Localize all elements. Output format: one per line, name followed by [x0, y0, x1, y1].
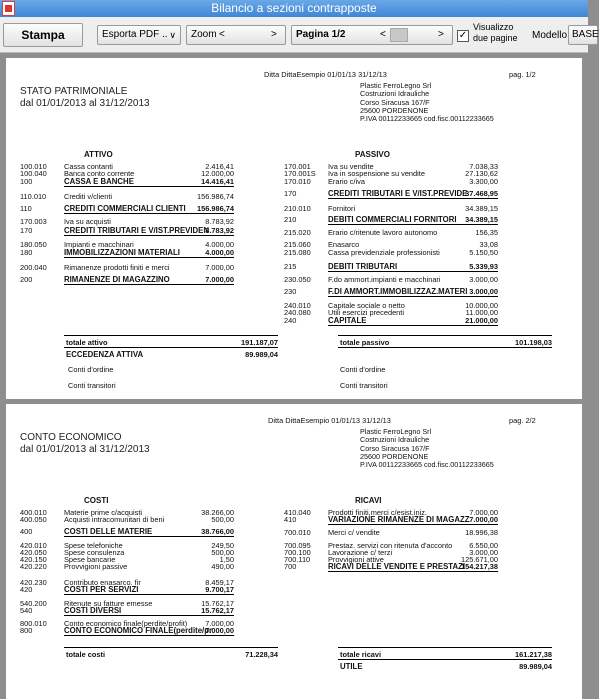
account-code: 210.010	[284, 204, 311, 213]
account-description: DEBITI TRIBUTARI	[328, 262, 398, 271]
account-amount: 38.266,00	[201, 508, 234, 517]
account-description: Iva su acquisti	[64, 217, 111, 226]
account-code: 420.220	[20, 562, 47, 571]
attivo-heading: ATTIVO	[84, 150, 113, 159]
account-amount: 5.339,93	[469, 262, 498, 271]
report-period: dal 01/01/2013 al 31/12/2013	[20, 444, 150, 455]
ledger-row	[284, 515, 498, 524]
ricavi-heading: RICAVI	[355, 496, 382, 505]
account-amount: 21.000,00	[465, 316, 498, 325]
account-code: 180	[20, 248, 33, 257]
ledger-row	[284, 528, 498, 537]
print-button[interactable]: Stampa	[3, 23, 83, 47]
account-amount: 8.783,92	[205, 217, 234, 226]
ledger-row	[20, 585, 234, 594]
account-code: 100.040	[20, 169, 47, 178]
company-line: 25600 PORDENONE	[360, 451, 429, 461]
passivo-heading: PASSIVO	[355, 150, 390, 159]
account-amount: 3.300,00	[469, 177, 498, 186]
company-line: Costruzioni Idrauliche	[360, 435, 430, 445]
ledger-row	[284, 204, 498, 213]
account-amount: 8.459,17	[205, 578, 234, 587]
account-description: Cassa contanti	[64, 162, 113, 171]
subtotal-underline	[328, 325, 498, 326]
export-label: Esporta PDF ..	[102, 29, 168, 40]
account-description: Spese telefoniche	[64, 541, 123, 550]
ledger-row	[284, 177, 498, 186]
account-code: 540	[20, 606, 33, 615]
account-code: 215.020	[284, 228, 311, 237]
account-code: 180.050	[20, 240, 47, 249]
account-amount: 7.038,33	[469, 162, 498, 171]
ledger-row	[20, 192, 234, 201]
prev-page-icon[interactable]: <	[380, 29, 386, 40]
totale-attivo-label: totale attivo	[66, 338, 108, 347]
ledger-row	[20, 626, 234, 635]
zoom-label: Zoom	[191, 29, 217, 40]
subtotal-underline	[64, 213, 234, 214]
account-code: 700.100	[284, 548, 311, 557]
page-scroll-thumb[interactable]	[390, 28, 408, 42]
account-code: 700.110	[284, 555, 311, 564]
report-period: dal 01/01/2013 al 31/12/2013	[20, 98, 150, 109]
ledger-row	[284, 562, 498, 571]
subtotal-underline	[328, 524, 498, 525]
account-code: 420.150	[20, 555, 47, 564]
account-code: 215.080	[284, 248, 311, 257]
account-description: Crediti v/clienti	[64, 192, 113, 201]
account-amount: 14.416,41	[201, 177, 234, 186]
account-description: CREDITI TRIBUTARI E V/IST.PREVIDE	[328, 189, 468, 198]
account-description: Capitale sociale o netto	[328, 301, 405, 310]
subtotal-underline	[328, 271, 498, 272]
account-code: 110.010	[20, 192, 47, 201]
ledger-row	[20, 204, 234, 213]
account-description: IMMOBILIZZAZIONI MATERIALI	[64, 248, 180, 257]
account-code: 400	[20, 527, 33, 536]
report-title: STATO PATRIMONIALE	[20, 86, 128, 97]
account-description: Erario c/iva	[328, 177, 365, 186]
company-line: Corso Siracusa 167/F	[360, 443, 430, 453]
ditta-header: Ditta DittaEsempio 01/01/13 31/12/13	[264, 70, 387, 79]
account-description: COSTI PER SERVIZI	[64, 585, 139, 594]
account-amount: 154.217,38	[461, 562, 498, 571]
company-line: Plastic FerroLegno Srl	[360, 81, 432, 90]
account-description: Iva in sospensione su vendite	[328, 169, 425, 178]
ledger-row	[284, 316, 498, 325]
title-bar	[0, 0, 588, 17]
export-dropdown[interactable]	[97, 25, 181, 45]
conti-ordine-right: Conti d'ordine	[340, 365, 386, 374]
account-code: 170.001	[284, 162, 311, 171]
account-description: Provvigioni attive	[328, 555, 384, 564]
chevron-down-icon: ∨	[169, 30, 176, 40]
account-code: 240.080	[284, 308, 311, 317]
subtotal-underline	[328, 296, 498, 297]
ledger-row	[284, 275, 498, 284]
account-amount: 5.150,50	[469, 248, 498, 257]
account-code: 110	[20, 204, 32, 213]
account-code: 800	[20, 626, 33, 635]
zoom-in-icon[interactable]: >	[271, 29, 277, 40]
account-description: Prodotti finiti,merci c/esist.iniz.	[328, 508, 427, 517]
account-amount: 11.000,00	[465, 308, 498, 317]
account-description: COSTI DIVERSI	[64, 606, 122, 615]
account-description: Ritenute su fatture emesse	[64, 599, 153, 608]
account-code: 170	[284, 189, 297, 198]
account-code: 400.010	[20, 508, 47, 517]
account-code: 100	[20, 177, 33, 186]
account-code: 100.010	[20, 162, 47, 171]
account-code: 210	[284, 215, 297, 224]
conti-transitori-right: Conti transitori	[340, 381, 388, 390]
totale-costi-value: 71.228,34	[245, 650, 278, 659]
account-amount: 37.468,95	[465, 189, 498, 198]
account-code: 170.003	[20, 217, 47, 226]
account-description: DEBITI COMMERCIALI FORNITORI	[328, 215, 457, 224]
account-code: 400.050	[20, 515, 47, 524]
totale-passivo-label: totale passivo	[340, 338, 390, 347]
account-amount: 7.000,00	[205, 626, 234, 635]
zoom-control[interactable]	[186, 25, 286, 45]
account-amount: 10.000,00	[465, 301, 498, 310]
account-code: 420.010	[20, 541, 47, 550]
account-amount: 156,35	[475, 228, 498, 237]
account-amount: 34.389,15	[465, 204, 498, 213]
totale-ricavi-label: totale ricavi	[340, 650, 382, 659]
ledger-row	[284, 189, 498, 198]
subtotal-underline	[64, 536, 234, 537]
company-block	[360, 428, 494, 469]
subtotal-underline	[64, 257, 234, 258]
account-description: Rimanenze prodotti finiti e merci	[64, 263, 170, 272]
utile-label: UTILE	[340, 662, 363, 671]
utile-value: 89.989,04	[519, 662, 552, 671]
account-code: 410.040	[284, 508, 311, 517]
account-description: Erario c/ritenute lavoro autonomo	[328, 228, 438, 237]
account-description: CASSA E BANCHE	[64, 177, 134, 186]
account-amount: 125.671,00	[461, 555, 498, 564]
account-code: 215	[284, 262, 297, 271]
two-pages-checkbox[interactable]: ✓	[458, 30, 468, 41]
account-amount: 3.000,00	[469, 548, 498, 557]
page-label: Pagina 1/2	[296, 29, 346, 40]
account-description: Conto economico finale(perdite/profit)	[64, 619, 188, 628]
account-amount: 490,00	[211, 562, 234, 571]
company-line: P.IVA 00112233665 cod.fisc.00112233665	[360, 460, 494, 470]
totale-costi-label: totale costi	[66, 650, 106, 659]
account-code: 230	[284, 287, 297, 296]
conti-transitori-left: Conti transitori	[68, 381, 116, 390]
account-description: Acquisti intracomunitari di beni	[64, 515, 165, 524]
ledger-row	[284, 262, 498, 271]
subtotal-underline	[64, 635, 234, 636]
account-description: Merci c/ vendite	[328, 528, 380, 537]
company-line: Corso Siracusa 167/F	[360, 97, 430, 107]
ledger-row	[284, 287, 498, 296]
account-code: 240.010	[284, 301, 311, 310]
account-description: Cassa previdenziale professionisti	[328, 248, 440, 257]
modello-select[interactable]: BASE	[568, 25, 598, 45]
ledger-row	[20, 562, 234, 571]
account-code: 215.060	[284, 240, 311, 249]
subtotal-underline	[64, 594, 234, 595]
eccedenza-label: ECCEDENZA ATTIVA	[66, 350, 144, 359]
account-amount: 15.762,17	[201, 606, 234, 615]
account-amount: 249,50	[211, 541, 234, 550]
subtotal-underline	[64, 235, 234, 236]
company-line: P.IVA 00112233665 cod.fisc.00112233665	[360, 114, 494, 124]
account-amount: 156.986,74	[197, 192, 234, 201]
subtotal-underline	[328, 571, 498, 572]
account-description: CONTO ECONOMICO FINALE(perdite/pr	[64, 626, 212, 635]
toolbar	[0, 17, 599, 53]
account-amount: 38.766,00	[201, 527, 234, 536]
totale-passivo-value: 101.198,03	[515, 338, 552, 347]
ledger-row	[284, 248, 498, 257]
account-description: RIMANENZE DI MAGAZZINO	[64, 275, 170, 284]
ledger-row	[20, 527, 234, 536]
account-amount: 27.130,62	[465, 169, 498, 178]
page-number: pag. 2/2	[509, 416, 536, 425]
subtotal-underline	[64, 615, 234, 616]
modello-label: Modello	[532, 30, 568, 41]
account-code: 800.010	[20, 619, 47, 628]
account-amount: 3.000,00	[469, 287, 498, 296]
account-code: 200	[20, 275, 33, 284]
account-amount: 1,50	[219, 555, 234, 564]
ledger-row	[20, 275, 234, 284]
account-code: 410	[284, 515, 297, 524]
account-code: 700.010	[284, 528, 311, 537]
app-icon	[2, 1, 15, 16]
account-description: Enasarco	[328, 240, 360, 249]
account-code: 420	[20, 585, 33, 594]
account-amount: 4.000,00	[205, 248, 234, 257]
account-amount: 12.000,00	[201, 169, 234, 178]
account-amount: 7.000,00	[469, 515, 498, 524]
company-line: Plastic FerroLegno Srl	[360, 427, 432, 436]
account-amount: 6.550,00	[469, 541, 498, 550]
account-amount: 33,08	[479, 240, 498, 249]
account-description: CAPITALE	[328, 316, 367, 325]
account-description: Prestaz. servizi con ritenuta d'acconto	[328, 541, 453, 550]
account-description: COSTI DELLE MATERIE	[64, 527, 153, 536]
account-code: 540.200	[20, 599, 47, 608]
ledger-row	[20, 606, 234, 615]
account-amount: 15.762,17	[201, 599, 234, 608]
ledger-row	[20, 226, 234, 235]
report-page-1	[6, 58, 582, 399]
account-description: RICAVI DELLE VENDITE E PRESTAZI	[328, 562, 466, 571]
account-code: 420.230	[20, 578, 47, 587]
account-code: 240	[284, 316, 297, 325]
account-description: VARIAZIONE RIMANENZE DI MAGAZZ	[328, 515, 470, 524]
zoom-out-icon[interactable]: <	[219, 29, 225, 40]
account-description: Spese consulenza	[64, 548, 125, 557]
account-code: 170	[20, 226, 33, 235]
two-pages-label: Visualizzo due pagine	[473, 22, 518, 43]
account-description: Spese bancarie	[64, 555, 116, 564]
account-amount: 156.986,74	[197, 204, 234, 213]
account-code: 170.001S	[284, 169, 316, 178]
account-amount: 34.389,15	[465, 215, 498, 224]
account-description: Materie prime c/acquisti	[64, 508, 143, 517]
account-amount: 500,00	[211, 548, 234, 557]
account-code: 700.095	[284, 541, 311, 550]
account-amount: 3.000,00	[469, 275, 498, 284]
account-code: 170.010	[284, 177, 311, 186]
totale-ricavi-value: 161.217,38	[515, 650, 552, 659]
account-amount: 2.416,41	[205, 162, 234, 171]
account-description: Utili esercizi precedenti	[328, 308, 404, 317]
ledger-row	[20, 217, 234, 226]
account-amount: 18.996,38	[465, 528, 498, 537]
page-number: pag. 1/2	[509, 70, 536, 79]
ditta-header: Ditta DittaEsempio 01/01/13 31/12/13	[268, 416, 391, 425]
account-description: Iva su vendite	[328, 162, 374, 171]
eccedenza-value: 89.989,04	[245, 350, 278, 359]
account-amount: 7.000,00	[205, 275, 234, 284]
account-description: CREDITI TRIBUTARI E V/IST.PREVIDEN	[64, 226, 209, 235]
ledger-row	[20, 263, 234, 272]
subtotal-underline	[328, 198, 498, 199]
account-amount: 500,00	[211, 515, 234, 524]
report-page-2	[6, 404, 582, 699]
account-description: CREDITI COMMERCIALI CLIENTI	[64, 204, 186, 213]
ledger-row	[20, 248, 234, 257]
account-amount: 4.000,00	[205, 240, 234, 249]
ledger-row	[20, 515, 234, 524]
conti-ordine-left: Conti d'ordine	[68, 365, 114, 374]
account-description: Banca conto corrente	[64, 169, 135, 178]
account-code: 700	[284, 562, 297, 571]
subtotal-underline	[64, 186, 234, 187]
report-title: CONTO ECONOMICO	[20, 432, 122, 443]
account-amount: 7.000,00	[469, 508, 498, 517]
totale-attivo-value: 191.187,07	[241, 338, 278, 347]
ledger-row	[284, 228, 498, 237]
account-code: 230.050	[284, 275, 311, 284]
account-code: 420.050	[20, 548, 47, 557]
window-title: Bilancio a sezioni contrapposte	[211, 1, 377, 15]
subtotal-underline	[64, 284, 234, 285]
ledger-row	[20, 177, 234, 186]
account-amount: 7.000,00	[205, 263, 234, 272]
company-line: 25600 PORDENONE	[360, 105, 429, 115]
account-description: F.do ammort.impianti e macchinari	[328, 275, 441, 284]
account-description: Lavorazione c/ terzi	[328, 548, 393, 557]
account-amount: 8.783,92	[205, 226, 234, 235]
account-description: F.DI AMMORT.IMMOBILIZZAZ.MATERI	[328, 287, 468, 296]
account-amount: 9.700,17	[205, 585, 234, 594]
ledger-row	[284, 215, 498, 224]
account-description: Provvigioni passive	[64, 562, 128, 571]
account-description: Contributo enasarco. fir	[64, 578, 141, 587]
page-navigator[interactable]	[291, 25, 453, 45]
company-block	[360, 82, 494, 123]
account-description: Fornitori	[328, 204, 356, 213]
account-description: Impianti e macchinari	[64, 240, 134, 249]
next-page-icon[interactable]: >	[438, 29, 444, 40]
subtotal-underline	[328, 224, 498, 225]
account-code: 200.040	[20, 263, 47, 272]
account-amount: 7.000,00	[205, 619, 234, 628]
company-line: Costruzioni Idrauliche	[360, 89, 430, 99]
costi-heading: COSTI	[84, 496, 109, 505]
